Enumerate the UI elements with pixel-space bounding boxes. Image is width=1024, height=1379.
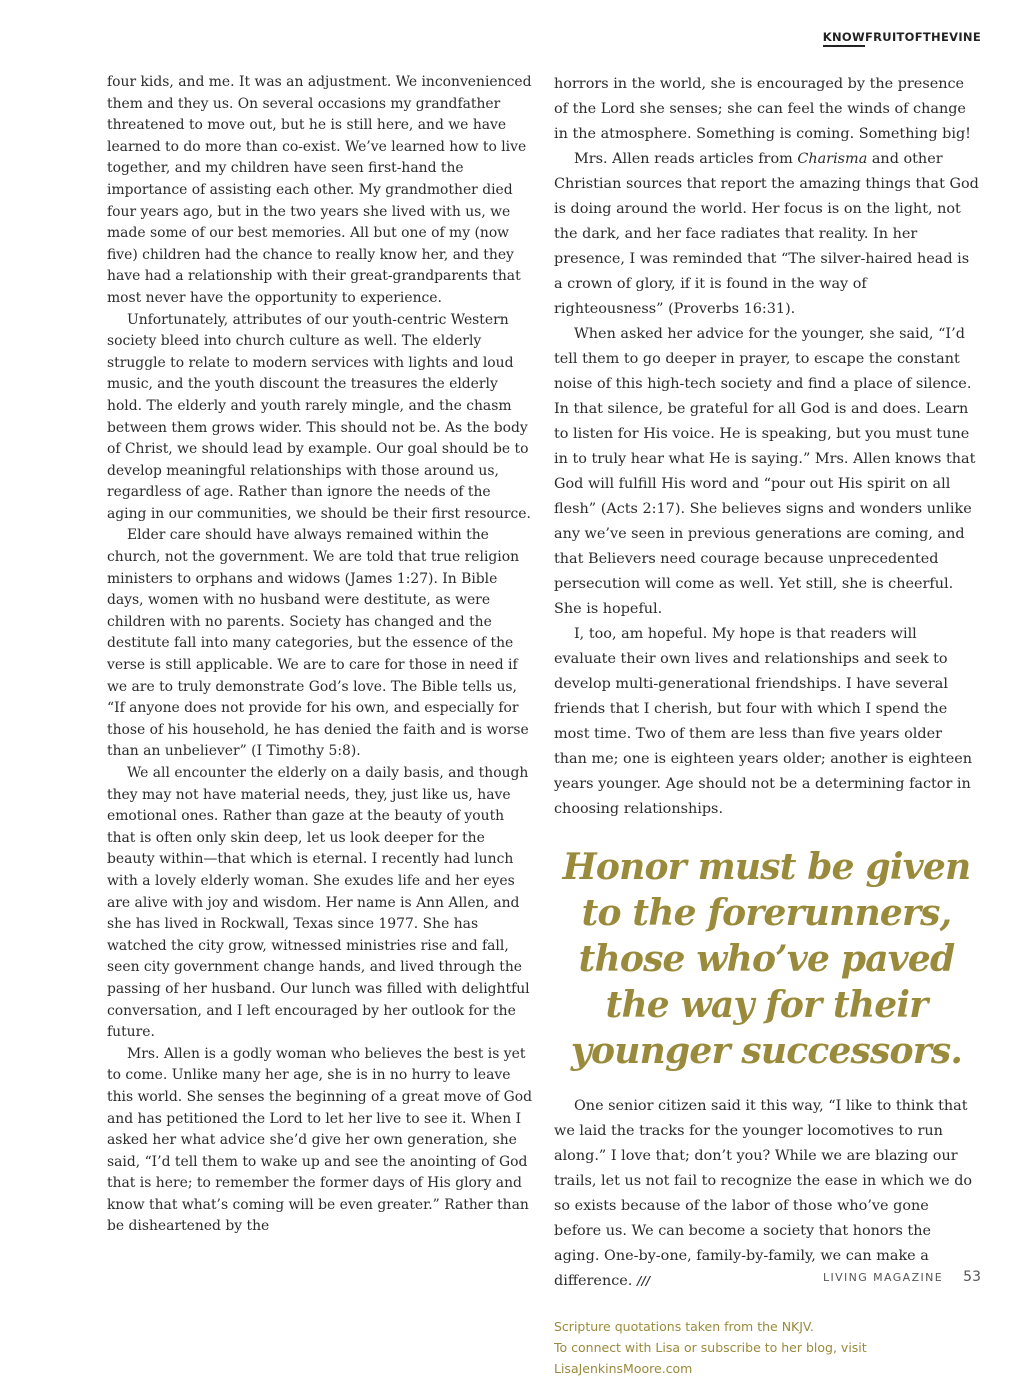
body-paragraph: Unfortunately, attributes of our youth-centric Western society bleed into church culture as well. The elderly struggle to relate to modern services with lights and loud music, and the youth discount the treasures the elderly hold. The elderly and youth rarely mingle, and the chasm between them grows wider. This should not be. As the body of Christ, we should lead by example. Our goal should be to develop meaningful relationships with those around us, regardless of age. Rather than ignore the needs of the aging in our communities, we should be their first resource. <box>107 311 531 522</box>
body-paragraph: horrors in the world, she is encouraged by the presence of the Lord she senses; she can feel the winds of change in the atmosphere. Something is coming. Something big! <box>554 76 971 142</box>
body-paragraph: four kids, and me. It was an adjustment. We inconvenienced them and they us. On several occasions my grandfather threatened to move out, but he is still here, and we have learned to do more than co-exist. We’ve learned how to live together, and my children have seen first-hand the importance of assisting each other. My grandmother died four years ago, but in the two years she lived with us, we made some of our best memories. All but one of my (now five) children had the chance to really know her, and they have had a relationship with their great-grandparents that most never have the opportunity to experience. <box>107 74 532 306</box>
body-paragraph: Mrs. Allen reads articles from Charisma and other Christian sources that report the amazing things that God is doing around the world. Her focus is on the light, not the dark, and her face radiates that reality. In her presence, I was reminded that “The silver-haired head is a crown of glory, if it is found in the way of righteousness” (Proverbs 16:31). <box>554 151 979 317</box>
article-credits <box>554 1316 979 1379</box>
page-footer <box>823 1266 981 1285</box>
magazine-name: LIVING MAGAZINE <box>822 1271 944 1284</box>
pull-quote: Honor must be given to the forerunners, those who’ve paved the way for their younger successors. <box>562 846 971 1072</box>
body-paragraph: Mrs. Allen is a godly woman who believes the best is yet to come. Unlike many her age, she is in no hurry to leave this world. She senses the beginning of a great move of God and has petitioned the Lord to let her live to see it. When I asked her what advice she’d give her own generation, she said, “I’d tell them to wake up and see the anointing of God that is here; to remember the former days of His glory and know that what’s coming will be even greater.” Rather than be disheartened by the <box>107 1045 532 1235</box>
body-paragraph: We all encounter the elderly on a daily basis, and though they may not have material needs, they, just like us, have emotional ones. Rather than gaze at the beauty of youth that is often only skin deep, let us look deeper for the beauty within—that which is eternal. I recently had lunch with a lovely elderly woman. She exudes life and her eyes are alive with joy and wisdom. Her name is Ann Allen, and she has lived in Rockwall, Texas since 1977. She has watched the city grow, witnessed ministries rise and fall, seen city government change hands, and lived through the passing of her husband. Our lunch was filled with delightful conversation, and I left encouraged by her outlook for the future. <box>107 765 530 1041</box>
website-link[interactable]: LisaJenkinsMoore.com <box>554 1361 693 1376</box>
end-mark: /// <box>636 1274 651 1288</box>
left-column <box>107 72 532 1238</box>
right-column <box>554 72 979 1379</box>
body-paragraph: I, too, am hopeful. My hope is that readers will evaluate their own lives and relationships and seek to develop multi-generational friendships. I have several friends that I cherish, but four with which I spend the most time. Two of them are less than five years older than me; one is eighteen years older; another is eighteen years younger. Age should not be a determining factor in choosing relationships. <box>554 626 973 817</box>
body-paragraph: When asked her advice for the younger, she said, “I’d tell them to go deeper in prayer, to escape the constant noise of this high-tech society and find a place of silence. In that silence, be grateful for all God is and does. Learn to listen for His voice. He is speaking, but you must tune in to truly hear what He is saying.” Mrs. Allen knows that God will fulfill His word and “pour out His spirit on all flesh” (Acts 2:17). She believes signs and wonders unlike any we’ve seen in previous generations are coming, and that Believers need courage because unprecedented persecution will come as well. Yet still, she is cheerful. She is hopeful. <box>554 326 976 617</box>
section-header <box>823 30 981 44</box>
scripture-credit: Scripture quotations taken from the NKJV. <box>554 1319 814 1334</box>
page-number: 53 <box>963 1269 981 1285</box>
publication-title: Charisma <box>797 151 868 167</box>
connect-credit: To connect with Lisa or subscribe to her blog, visit <box>554 1340 867 1355</box>
section-prefix: KNOW <box>823 30 865 47</box>
section-title: FRUITOFTHEVINE <box>865 30 981 44</box>
body-paragraph: Elder care should have always remained within the church, not the government. We are told that true religion ministers to orphans and widows (James 1:27). In Bible days, women with no husband were destitute, as were children with no parents. Society has changed and the destitute fall into many categories, but the essence of the verse is still applicable. We are to care for those in need if we are to truly demonstrate God’s love. The Bible tells us, “If anyone does not provide for his own, and especially for those of his household, he has denied the faith and is worse than an unbeliever” (I Timothy 5:8). <box>107 527 529 760</box>
body-paragraph: One senior citizen said it this way, “I like to think that we laid the tracks for the younger locomotives to run along.” I love that; don’t you? While we are blazing our trails, let us not fail to recognize the ease in which we do so exists because of the labor of those who’ve gone before us. We can become a society that honors the aging. One-by-one, family-by-family, we can make a difference. /// <box>554 1098 973 1289</box>
